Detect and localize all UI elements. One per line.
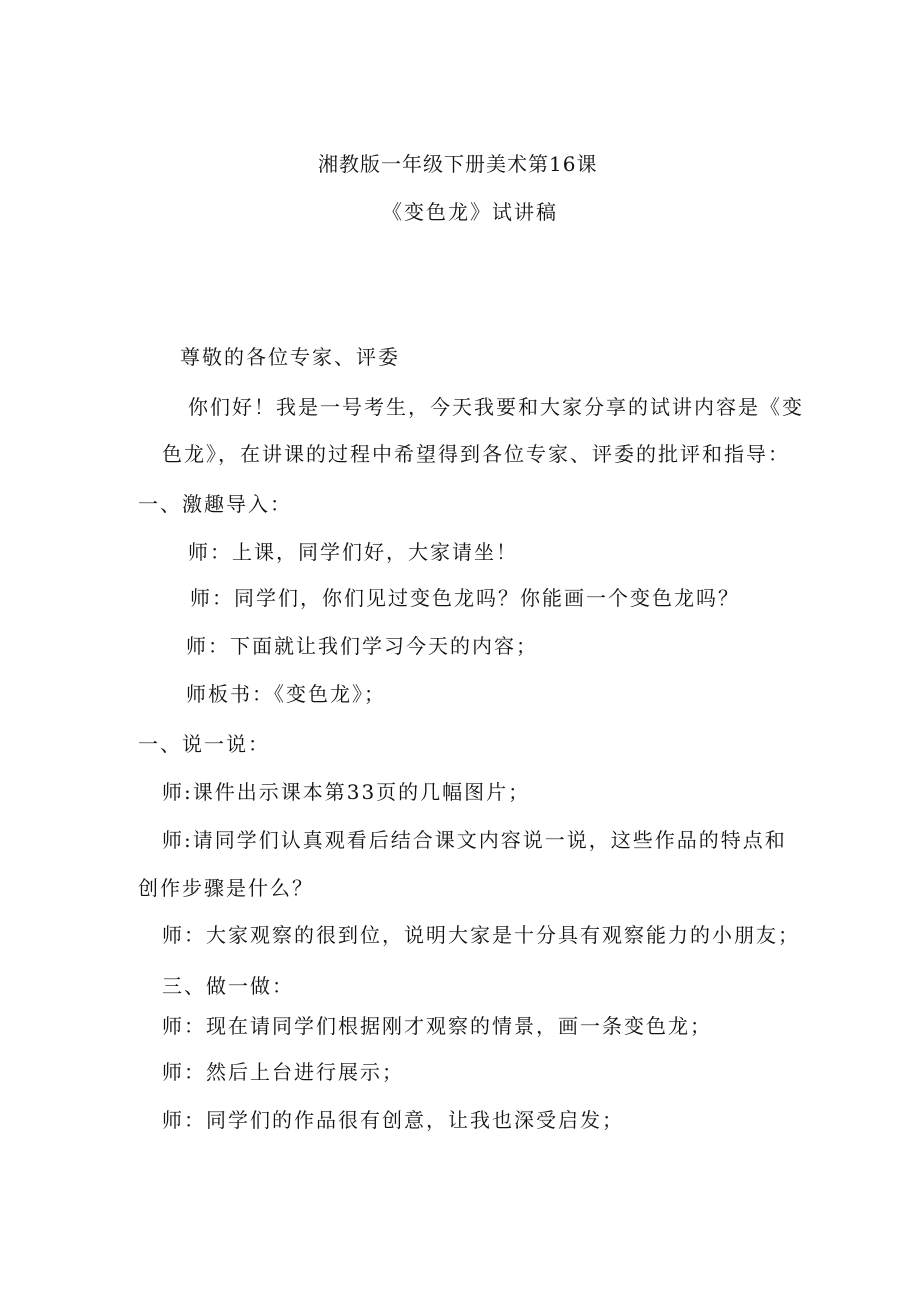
section-heading-do: 三、做一做： — [162, 974, 294, 998]
dialogue-line: 师：下面就让我们学习今天的内容； — [186, 634, 538, 658]
greeting: 尊敬的各位专家、评委 — [180, 345, 400, 369]
dialogue-line: 创作步骤是什么？ — [138, 876, 314, 900]
dialogue-line: 师:课件出示课本第33页的几幅图片； — [162, 780, 531, 804]
dialogue-line: 师：同学们，你们见过变色龙吗？你能画一个变色龙吗？ — [190, 586, 740, 610]
dialogue-line: 师：现在请同学们根据刚才观察的情景，画一条变色龙； — [162, 1014, 712, 1038]
document-title: 湘教版一年级下册美术第16课 — [318, 152, 598, 176]
section-heading-speak: 一、说一说： — [138, 732, 270, 756]
intro-paragraph-line-1: 你们好！我是一号考生，今天我要和大家分享的试讲内容是《变 — [188, 395, 804, 419]
section-heading-intro: 一、激趣导入： — [138, 492, 292, 516]
dialogue-line: 师:请同学们认真观看后结合课文内容说一说，这些作品的特点和 — [162, 828, 787, 852]
dialogue-line: 师板书：《变色龙》； — [186, 682, 386, 706]
dialogue-line: 师：同学们的作品很有创意，让我也深受启发； — [162, 1108, 624, 1132]
document-subtitle: 《变色龙》试讲稿 — [382, 200, 558, 224]
intro-paragraph-line-2: 色龙》，在讲课的过程中希望得到各位专家、评委的批评和指导： — [162, 442, 790, 466]
dialogue-line: 师：大家观察的很到位，说明大家是十分具有观察能力的小朋友； — [162, 923, 800, 947]
dialogue-line: 师：上课，同学们好，大家请坐！ — [188, 540, 518, 564]
dialogue-line: 师：然后上台进行展示； — [162, 1060, 404, 1084]
